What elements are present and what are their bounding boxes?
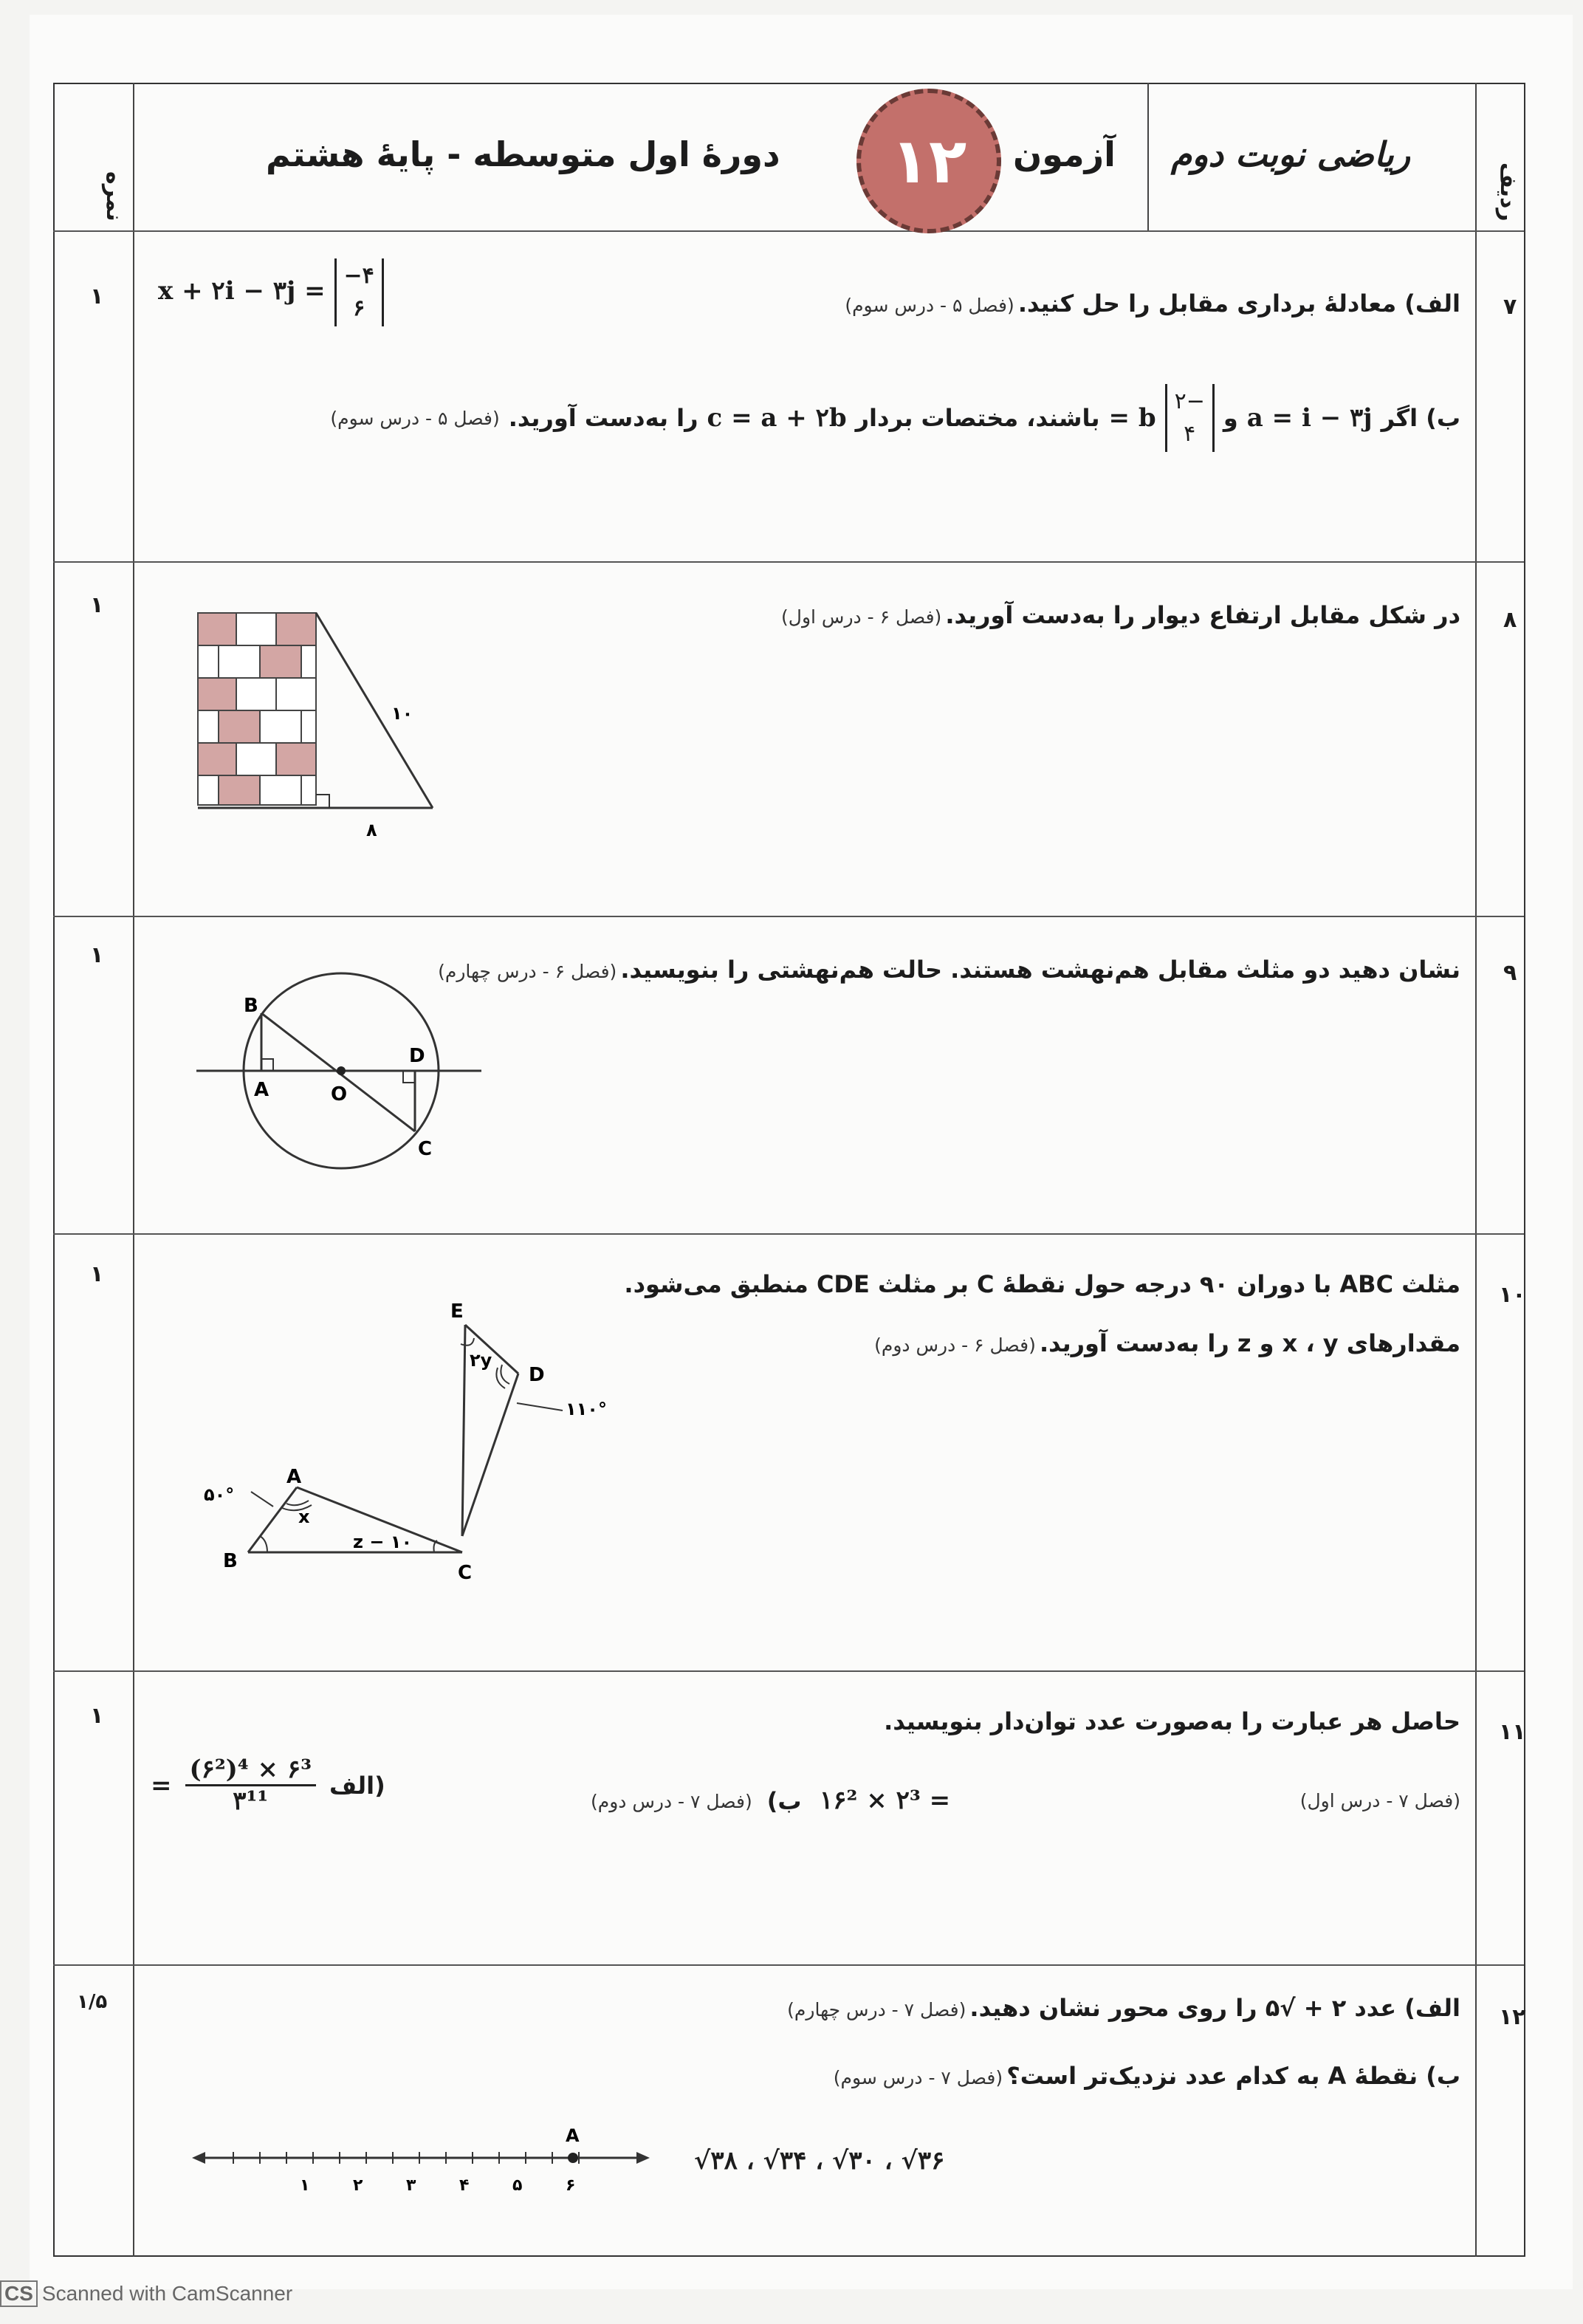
point-a	[568, 2153, 578, 2163]
footer-text: Scanned with CamScanner	[41, 2282, 293, 2305]
label-b: B	[244, 995, 258, 1017]
angle-a-label: x	[298, 1507, 310, 1527]
label-c: C	[458, 1562, 473, 1584]
label-e: E	[450, 1300, 464, 1323]
q7-b-a-def: a = i − ۳j	[1246, 403, 1373, 433]
q8-text: در شکل مقابل ارتفاع دیوار را به‌دست آورید.	[945, 601, 1460, 629]
row-column-header: ردیف	[1495, 162, 1521, 222]
header-cell-divider	[1147, 83, 1149, 230]
label-b: B	[223, 1550, 238, 1572]
segment-ec	[462, 1325, 465, 1536]
q7-b-column-vector	[1165, 384, 1215, 452]
segment-dc	[462, 1374, 518, 1536]
q7-number: ۷	[1503, 294, 1517, 320]
q8-wall-figure	[185, 606, 450, 849]
q7-b-b-def: b =	[1108, 403, 1156, 433]
q10-text-2: مقدارهای x ، y و z را به‌دست آورید.	[1039, 1329, 1460, 1357]
q11-a-denominator: ۳¹¹	[233, 1786, 269, 1816]
row-column-divider	[1475, 83, 1477, 2257]
q7-b-text-3: را به‌دست آورید.	[508, 404, 698, 432]
label-c: C	[418, 1138, 433, 1160]
q9-score: ۱	[90, 942, 104, 968]
hypotenuse-label: ۱۰	[391, 703, 413, 724]
q8-score: ۱	[90, 592, 104, 618]
q7-a-eq-left: x + ۲i − ۳j =	[158, 276, 326, 306]
q10-number: ۱۰	[1499, 1282, 1526, 1308]
exam-level: دورهٔ اول متوسطه - پایهٔ هشتم	[266, 134, 780, 174]
q9-number: ۹	[1503, 960, 1517, 986]
header-divider	[53, 230, 1524, 232]
q11-a-ref: (فصل ۷ - درس اول)	[1299, 1790, 1460, 1811]
q11-part-a	[151, 1755, 385, 1816]
q12-b-text: ب) نقطهٔ A به کدام عدد نزدیک‌تر است؟	[1006, 2062, 1460, 2090]
q11-b-label: ب)	[766, 1787, 802, 1815]
q9-ref: (فصل ۶ - درس چهارم)	[438, 961, 617, 982]
q7-a-ref: (فصل ۵ - درس سوم)	[845, 295, 1014, 316]
brick-wall	[198, 613, 316, 805]
q12-number: ۱۲	[1499, 2004, 1526, 2030]
q11-a-numerator: (۶²)⁴ × ۶³	[185, 1755, 317, 1786]
score-column-header: نمره	[101, 171, 127, 222]
q11-a-eq: =	[151, 1770, 172, 1800]
q9-prompt	[438, 956, 1460, 984]
label-d: D	[529, 1364, 545, 1386]
q12-a-text: الف) عدد ۲ + √۵ را روی محور نشان دهید.	[969, 1994, 1460, 2022]
q7-part-b	[330, 384, 1460, 452]
arc-e	[461, 1338, 474, 1346]
q11-text: حاصل هر عبارت را به‌صورت عدد توان‌دار بنویسید.	[884, 1707, 1460, 1735]
q8-ref: (فصل ۶ - درس اول)	[781, 606, 942, 628]
base-label: ۸	[366, 820, 377, 840]
exam-number-badge: ۱۲	[856, 89, 1001, 233]
q10-text-1: مثلث ABC با دوران ۹۰ درجه حول نقطهٔ C بر مثلث CDE منطبق می‌شود.	[624, 1270, 1460, 1298]
axis-arrow-right	[636, 2152, 650, 2164]
point-a-label: A	[566, 2125, 580, 2146]
q11-b-ref: (فصل ۷ - درس دوم)	[591, 1790, 752, 1812]
tick-label-5: ۵	[512, 2176, 523, 2195]
arc-b	[260, 1536, 267, 1552]
q7-a-vec-bottom: ۶	[353, 295, 365, 321]
segment-ba	[248, 1487, 297, 1552]
ladder-line	[316, 613, 433, 808]
tick-label-1: ۱	[300, 2176, 310, 2195]
tick-label-4: ۴	[459, 2176, 470, 2195]
q11-a-ref-wrap	[1300, 1790, 1460, 1811]
label-a: A	[286, 1466, 302, 1488]
q12-b-ref: (فصل ۷ - درس سوم)	[833, 2067, 1003, 2088]
right-angle-d	[403, 1071, 415, 1083]
q7-a-text: الف) معادلهٔ برداری مقابل را حل کنید.	[1017, 289, 1460, 318]
q7-b-text-2: باشند، مختصات بردار	[855, 404, 1100, 432]
q11-score: ۱	[90, 1703, 104, 1729]
q7-a-column-vector	[334, 258, 384, 326]
q11-a-label: الف)	[329, 1771, 385, 1800]
q8-number: ۸	[1503, 607, 1517, 633]
q7-score: ۱	[90, 284, 104, 309]
arc-d	[501, 1365, 509, 1384]
q7-b-and: و	[1223, 404, 1238, 432]
q11-part-b	[591, 1787, 802, 1815]
q11-divider	[53, 1964, 1524, 1966]
q10-score: ۱	[90, 1261, 104, 1287]
q12-options: √۳۸ ، √۳۴ ، √۳۰ ، √۳۶	[694, 2146, 945, 2176]
q8-prompt	[781, 601, 1460, 629]
exam-label: آزمون	[1013, 134, 1116, 174]
q7-divider	[53, 561, 1524, 563]
q10-divider	[53, 1670, 1524, 1672]
arc-a	[286, 1501, 309, 1505]
q11-b-expression: ۱۶² × ۲³ =	[820, 1786, 951, 1815]
angle-d-label: ۱۱۰°	[566, 1399, 607, 1419]
angle-e-label: ۲y	[470, 1350, 492, 1371]
q9-circle-figure	[186, 967, 496, 1189]
q7-b-vec-top: −۲	[1174, 388, 1205, 414]
q10-ref: (فصل ۶ - درس دوم)	[874, 1334, 1036, 1356]
q12-part-b	[834, 2062, 1460, 2090]
arrow-b	[251, 1492, 273, 1507]
q7-a-equation	[158, 258, 384, 326]
q10-rotation-figure	[199, 1292, 613, 1603]
q7-b-ref: (فصل ۵ - درس سوم)	[330, 407, 500, 429]
q11-a-fraction	[185, 1755, 317, 1816]
tick-label-3: ۳	[406, 2176, 416, 2195]
right-angle-a	[261, 1059, 273, 1071]
q7-b-vec-bottom: ۴	[1184, 421, 1196, 447]
q11-number: ۱۱	[1499, 1719, 1526, 1745]
exam-subject: ریاضی نوبت دوم	[1170, 134, 1410, 174]
angle-b-label: ۵۰°	[204, 1484, 235, 1505]
angle-c-label: z − ۱۰	[353, 1532, 413, 1552]
q9-text: نشان دهید دو مثلث مقابل هم‌نهشت هستند. حالت هم‌نهشتی را بنویسید.	[620, 956, 1460, 984]
tick-label-2: ۲	[353, 2176, 363, 2195]
right-angle-mark	[316, 795, 329, 808]
camscanner-logo: CS	[0, 2280, 38, 2307]
q9-divider	[53, 1233, 1524, 1235]
scanner-footer	[0, 2280, 292, 2307]
axis-arrow-left	[192, 2152, 205, 2164]
q12-number-line	[189, 2119, 654, 2201]
arrow-d	[517, 1403, 563, 1410]
center-point	[337, 1066, 346, 1075]
q12-a-ref: (فصل ۷ - درس چهارم)	[787, 1999, 966, 2020]
q8-divider	[53, 916, 1524, 917]
q12-score: ۱/۵	[77, 1991, 108, 2013]
q7-b-c-def: c = a + ۲b	[707, 403, 847, 433]
label-o: O	[331, 1083, 348, 1106]
q7-part-a	[845, 289, 1460, 318]
q12-part-a	[787, 1994, 1460, 2022]
tick-label-6: ۶	[566, 2176, 576, 2195]
score-column-divider	[133, 83, 134, 2257]
q7-b-text-1: ب) اگر	[1381, 404, 1460, 432]
q7-a-vec-top: −۴	[343, 263, 374, 289]
q10-line-2	[874, 1329, 1460, 1357]
label-d: D	[409, 1045, 425, 1067]
label-a: A	[254, 1079, 269, 1101]
